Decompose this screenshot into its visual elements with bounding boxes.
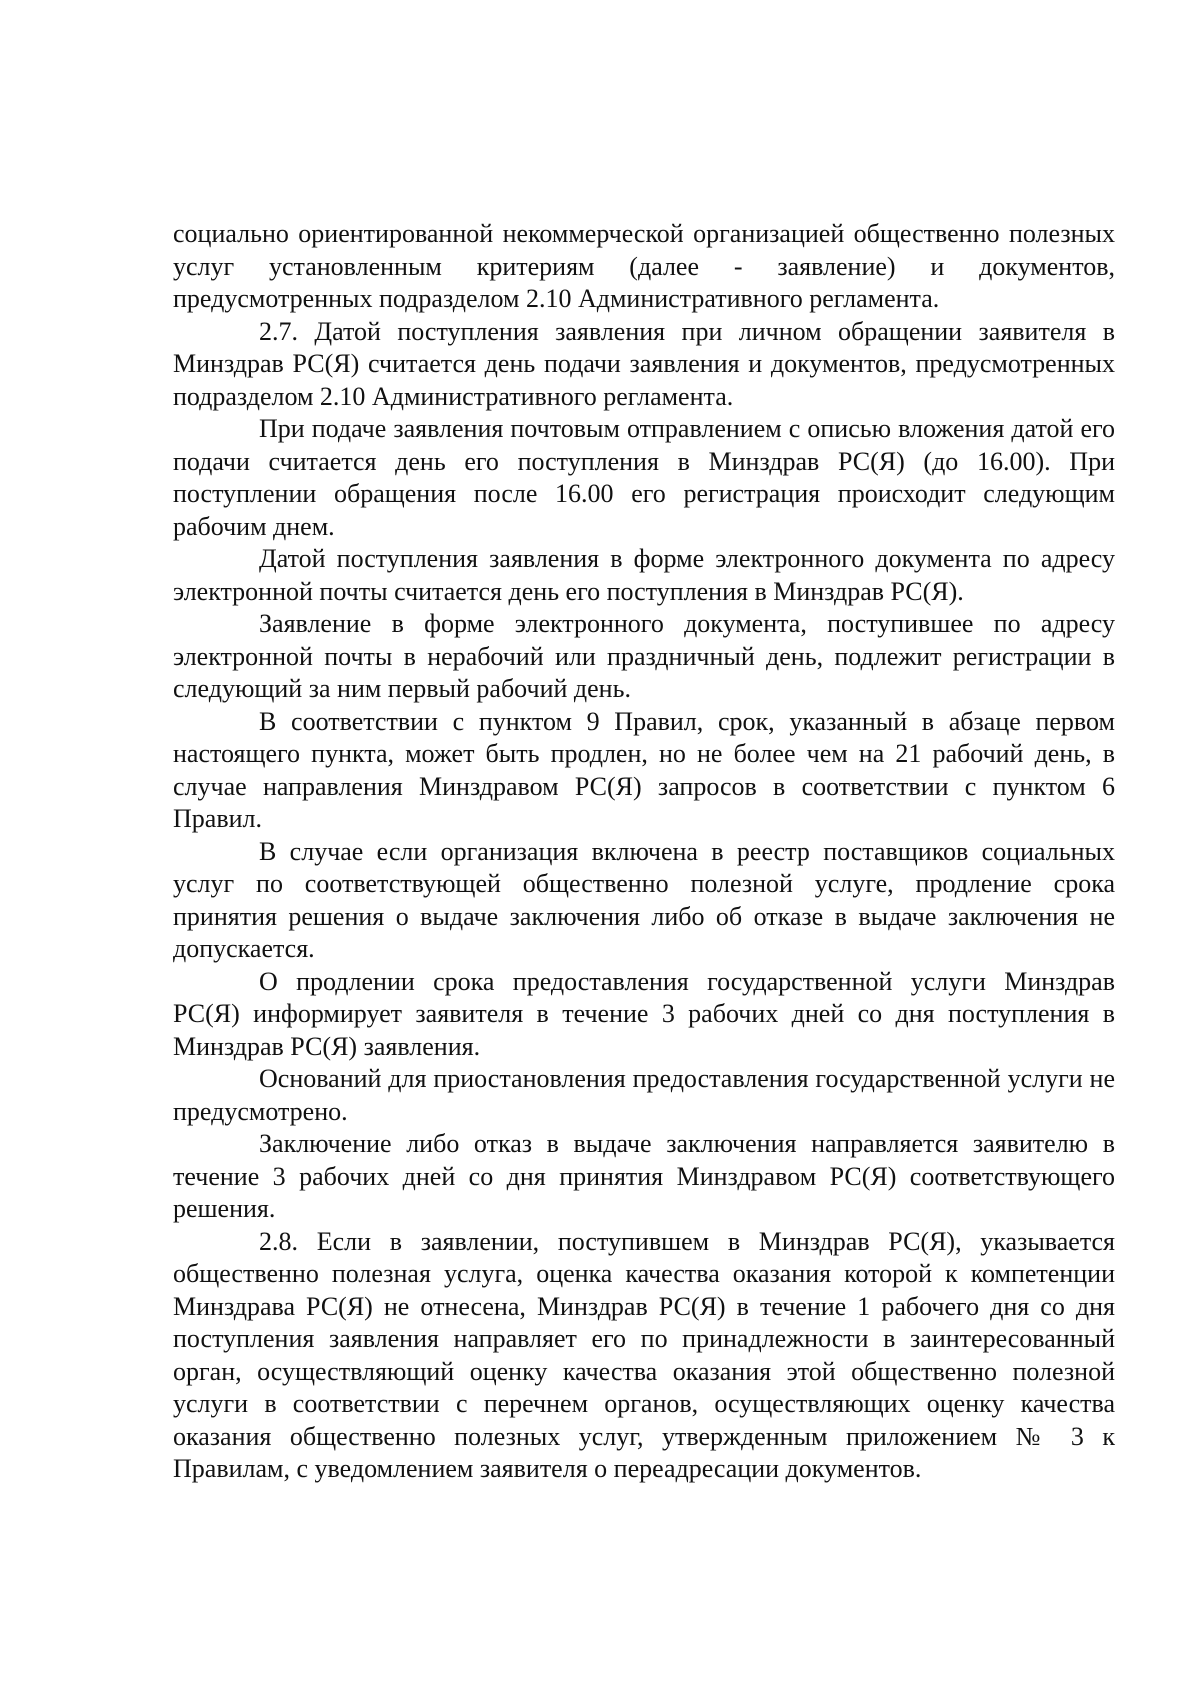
paragraph-2-8: 2.8. Если в заявлении, поступившем в Минздрав РС(Я), указывается общественно полезная услуга, оценка качества оказания которой к компетенции Минздрава РС(Я) не отнесена, Минздрав РС(Я) в течение 1 рабочего дня со дня поступления заявления направляет его по принадлежности в заинтересованный орган, осуществляющий оценку качества оказания этой общественно полезной услуги в соответствии с перечнем органов, осуществляющих оценку качества оказания общественно полезных услуг, утвержденным приложением № 3 к Правилам, с уведомлением заявителя о переадресации документов. (173, 1226, 1115, 1483)
paragraph-extension-notification: О продлении срока предоставления государственной услуги Минздрав РС(Я) информирует заявителя в течение 3 рабочих дней со дня поступления в Минздрав РС(Я) заявления. (173, 966, 1115, 1061)
paragraph-email-submission-date: Датой поступления заявления в форме электронного документа по адресу электронной почты считается день его поступления в Минздрав РС(Я). (173, 544, 1115, 606)
paragraph-continuation: социально ориентированной некоммерческой организацией общественно полезных услуг установленным критериям (далее - заявление) и документов, предусмотренных подразделом 2.10 Административного регламента. (173, 219, 1115, 313)
paragraph-decision-delivery: Заключение либо отказ в выдаче заключения направляется заявителю в течение 3 рабочих дней со дня принятия Минздравом РС(Я) соответствующего решения. (173, 1129, 1115, 1223)
paragraph-postal-submission: При подаче заявления почтовым отправлением с описью вложения датой его подачи считается день его поступления в Минздрав РС(Я) (до 16.00). При поступлении обращения после 16.00 его регистрация происходит следующим рабочим днем. (173, 414, 1115, 541)
paragraph-2-7: 2.7. Датой поступления заявления при личном обращении заявителя в Минздрав РС(Я) считается день подачи заявления и документов, предусмотренных подразделом 2.10 Административного регламента. (173, 316, 1115, 411)
paragraph-email-nonworking-day: Заявление в форме электронного документа, поступившее по адресу электронной почты в нерабочий или праздничный день, подлежит регистрации в следующий за ним первый рабочий день. (173, 609, 1115, 703)
paragraph-extension-rule-9: В соответствии с пунктом 9 Правил, срок, указанный в абзаце первом настоящего пункта, может быть продлен, но не более чем на 21 рабочий день, в случае направления Минздравом РС(Я) запросов в соответствии с пунктом 6 Правил. (173, 706, 1115, 833)
paragraph-registry-no-extension: В случае если организация включена в реестр поставщиков социальных услуг по соответствующей общественно полезной услуге, продление срока принятия решения о выдаче заключения либо об отказе в выдаче заключения не допускается. (173, 836, 1115, 963)
document-body (173, 218, 1115, 1486)
paragraph-no-suspension: Оснований для приостановления предоставления государственной услуги не предусмотрено. (173, 1064, 1115, 1126)
